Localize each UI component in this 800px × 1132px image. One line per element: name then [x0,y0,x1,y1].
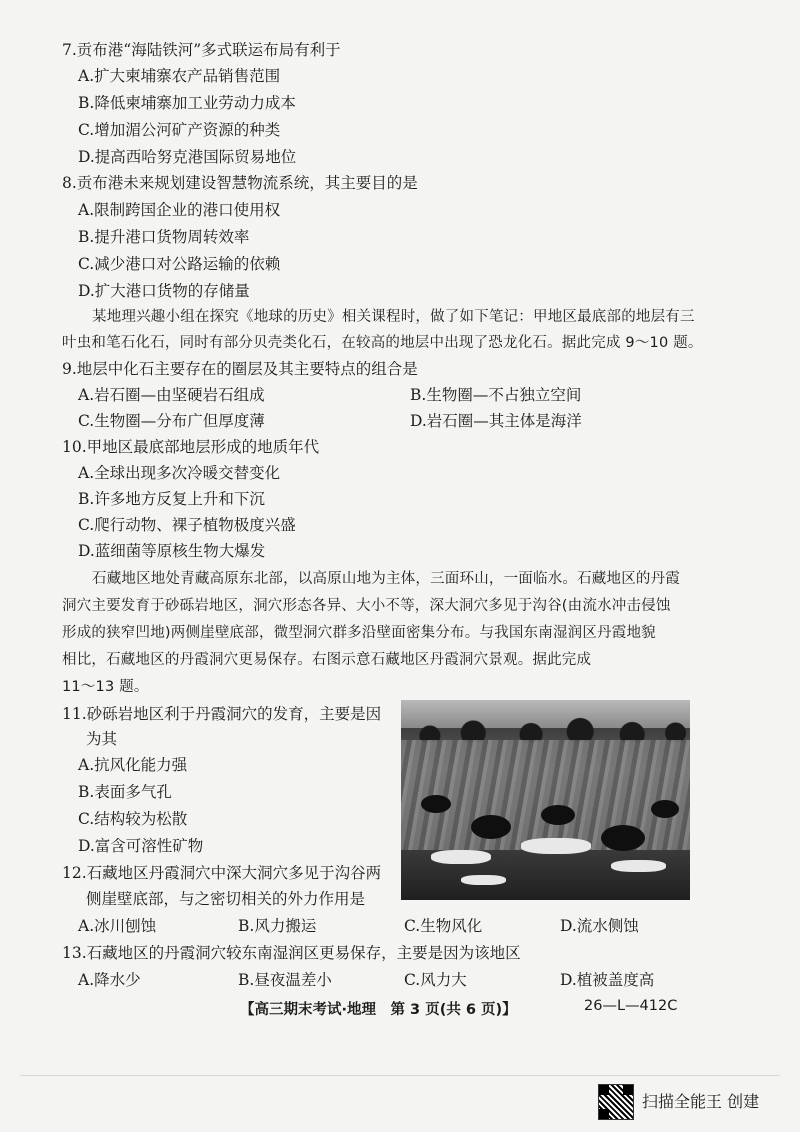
divider [20,1075,780,1076]
q11-option-c: C.结构较为松散 [78,810,188,828]
qr-code-icon [598,1084,634,1120]
q12-option-b: B.风力搬运 [238,917,317,935]
q13-stem: 13.石藏地区的丹霞洞穴较东南湿润区更易保存，主要是因为该地区 [62,944,521,962]
q12-option-a: A.冰川刨蚀 [78,917,157,935]
photo-cliff-face [401,740,690,850]
q8-option-d: D.扩大港口货物的存储量 [78,282,250,300]
q9-option-a: A.岩石圈—由坚硬岩石组成 [78,386,265,404]
q11-option-b: B.表面多气孔 [78,783,172,801]
photo-snow-patch [611,860,666,872]
passage2-line3: 形成的狭窄凹地)两侧崖壁底部，微型洞穴群多沿壁面密集分布。与我国东南湿润区丹霞地貌 [62,625,656,641]
photo-snow-patch [431,850,491,864]
scanner-watermark: 扫描全能王 创建 [642,1092,760,1111]
photo-cave-hole [601,825,645,851]
photo-snow-patch [461,875,506,885]
photo-cave-hole [651,800,679,818]
q10-option-b: B.许多地方反复上升和下沉 [78,490,265,508]
q9-option-c: C.生物圈—分布广但厚度薄 [78,412,265,430]
passage1-line1: 某地理兴趣小组在探究《地球的历史》相关课程时，做了如下笔记：甲地区最底部的地层有三 [92,309,695,325]
q13-option-b: B.昼夜温差小 [238,971,332,989]
passage2-line2: 洞穴主要发育于砂砾岩地区，洞穴形态各异、大小不等，深大洞穴多见于沟谷(由流水冲击侵蚀 [62,598,671,614]
q7-stem: 7.贡布港“海陆铁河”多式联运布局有利于 [62,41,341,59]
q8-option-a: A.限制跨国企业的港口使用权 [78,201,281,219]
photo-cave-hole [421,795,451,813]
passage2-line5: 11～13 题。 [62,679,149,695]
q10-option-c: C.爬行动物、裸子植物极度兴盛 [78,516,296,534]
q11-stem-line1: 11.砂砾岩地区利于丹霞洞穴的发育，主要是因 [62,705,382,723]
q12-stem-line2: 侧崖壁底部，与之密切相关的外力作用是 [86,890,366,908]
q13-option-c: C.风力大 [404,971,467,989]
q9-option-d: D.岩石圈—其主体是海洋 [410,412,582,430]
q13-option-d: D.植被盖度高 [560,971,655,989]
passage1-line2: 叶虫和笔石化石，同时有部分贝壳类化石，在较高的地层中出现了恐龙化石。据此完成 9～10 题。 [62,335,703,351]
photo-snow-patch [521,838,591,854]
q11-option-d: D.富含可溶性矿物 [78,837,204,855]
q11-option-a: A.抗风化能力强 [78,756,188,774]
q7-option-d: D.提高西哈努克港国际贸易地位 [78,148,297,166]
page-footer-label: 【高三期末考试·地理 第 3 页(共 6 页)】 [240,1002,517,1018]
q12-stem-line1: 12.石藏地区丹霞洞穴中深大洞穴多见于沟谷两 [62,864,382,882]
q8-stem: 8.贡布港未来规划建设智慧物流系统，其主要目的是 [62,174,418,192]
q13-option-a: A.降水少 [78,971,141,989]
q7-option-b: B.降低柬埔寨加工业劳动力成本 [78,94,296,112]
q9-option-b: B.生物圈—不占独立空间 [410,386,582,404]
passage2-line1: 石藏地区地处青藏高原东北部，以高原山地为主体，三面环山，一面临水。石藏地区的丹霞 [92,571,680,587]
q9-stem: 9.地层中化石主要存在的圈层及其主要特点的组合是 [62,360,418,378]
q12-option-c: C.生物风化 [404,917,483,935]
q7-option-c: C.增加湄公河矿产资源的种类 [78,121,281,139]
passage2-line4: 相比，石藏地区的丹霞洞穴更易保存。右图示意石藏地区丹霞洞穴景观。据此完成 [62,652,592,668]
q11-stem-line2: 为其 [86,730,118,748]
q12-option-d: D.流水侧蚀 [560,917,639,935]
q10-option-d: D.蓝细菌等原核生物大爆发 [78,542,266,560]
danxia-cave-photo [401,700,690,900]
photo-treeline [401,712,690,742]
photo-cave-hole [471,815,511,839]
exam-code: 26—L—412C [584,998,678,1014]
q7-option-a: A.扩大柬埔寨农产品销售范围 [78,67,281,85]
q10-option-a: A.全球出现多次冷暖交替变化 [78,464,281,482]
q10-stem: 10.甲地区最底部地层形成的地质年代 [62,438,320,456]
q8-option-b: B.提升港口货物周转效率 [78,228,250,246]
photo-cave-hole [541,805,575,825]
q8-option-c: C.减少港口对公路运输的依赖 [78,255,281,273]
